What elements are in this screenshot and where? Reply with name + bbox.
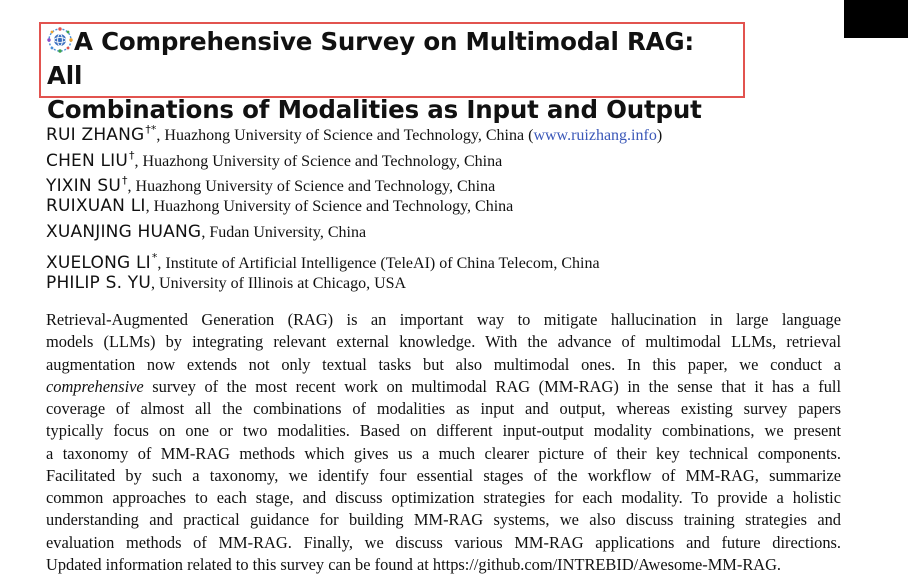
paper-title bbox=[47, 25, 737, 127]
abstract-line: common approaches to each stage, and discuss optimization strategies for each modality. To provide a holistic bbox=[46, 488, 841, 507]
redaction-block bbox=[844, 0, 908, 38]
author-affiliation: , Institute of Artificial Intelligence (TeleAI) of China Telecom, China bbox=[157, 255, 600, 273]
title-line-2: Combinations of Modalities as Input and Output bbox=[47, 95, 702, 124]
abstract-line: augmentation now extends not only textual tasks but also multimodal ones. In this paper, we conduct a bbox=[46, 354, 841, 374]
author-marks: †* bbox=[145, 123, 157, 136]
author-entry bbox=[46, 168, 866, 197]
author-marks: * bbox=[151, 251, 158, 265]
author-name: RUI ZHANG bbox=[46, 125, 145, 145]
author-name: CHEN LIU bbox=[46, 150, 129, 171]
author-list bbox=[46, 117, 866, 297]
author-affiliation: , Huazhong University of Science and Technology, China ( bbox=[156, 127, 534, 144]
author-entry bbox=[46, 245, 866, 274]
globe-network-logo-icon bbox=[47, 27, 73, 53]
author-entry bbox=[46, 194, 866, 220]
author-name: XUELONG LI bbox=[46, 253, 151, 274]
title-line-1: A Comprehensive Survey on Multimodal RAG: All bbox=[47, 27, 694, 90]
author-entry bbox=[46, 271, 866, 297]
author-affiliation: , Huazhong University of Science and Technology, China bbox=[134, 152, 503, 170]
abstract-text: survey of the most recent work on multimodal RAG (MM-RAG) in the sense that it has a full bbox=[143, 376, 841, 396]
author-homepage-link[interactable]: www.ruizhang.info bbox=[533, 127, 657, 144]
abstract-line: a taxonomy of MM-RAG methods which gives us a much clearer picture of their key technical components. bbox=[46, 443, 841, 463]
author-affiliation: , Huazhong University of Science and Technology, China bbox=[145, 198, 514, 216]
author-marks: † bbox=[129, 148, 135, 162]
emphasis-text: comprehensive bbox=[46, 376, 144, 396]
abstract-line: Retrieval-Augmented Generation (RAG) is an important way to mitigate hallucination in large language bbox=[46, 310, 841, 329]
abstract-line: Updated information related to this survey can be found at https://github.com/INTREBID/Awesome-MM-RAG. bbox=[46, 554, 782, 574]
author-entry bbox=[46, 117, 866, 143]
abstract-line: coverage of almost all the combinations of modalities as input and output, whereas existing survey papers bbox=[46, 399, 841, 418]
abstract bbox=[46, 309, 841, 576]
author-name: XUANJING HUANG bbox=[46, 221, 202, 242]
author-affiliation: , University of Illinois at Chicago, USA bbox=[151, 275, 407, 293]
author-affiliation-close: ) bbox=[656, 127, 663, 144]
author-entry bbox=[46, 143, 866, 169]
author-affiliation: , Fudan University, China bbox=[201, 223, 367, 241]
author-marks: † bbox=[122, 174, 128, 188]
author-name: PHILIP S. YU bbox=[46, 273, 152, 294]
abstract-line bbox=[46, 376, 841, 398]
abstract-line: typically focus on one or two modalities. Based on different input-output modality combinations, we present bbox=[46, 421, 841, 441]
abstract-line: evaluation methods of MM-RAG. Finally, we discuss various MM-RAG applications and future directions. bbox=[46, 532, 841, 552]
abstract-line: models (LLMs) by integrating relevant external knowledge. With the advance of multimodal LLMs, retrieval bbox=[46, 332, 841, 352]
author-affiliation: , Huazhong University of Science and Technology, China bbox=[127, 178, 496, 196]
author-entry bbox=[46, 220, 866, 246]
abstract-line: understanding and practical guidance for building MM-RAG systems, we also discuss training strategies and bbox=[46, 510, 841, 530]
abstract-line: Facilitated by such a taxonomy, we identify four essential stages of the workflow of MM-RAG, summarize bbox=[46, 465, 841, 485]
author-name: RUIXUAN LI bbox=[46, 196, 146, 217]
author-name: YIXIN SU bbox=[46, 176, 122, 197]
